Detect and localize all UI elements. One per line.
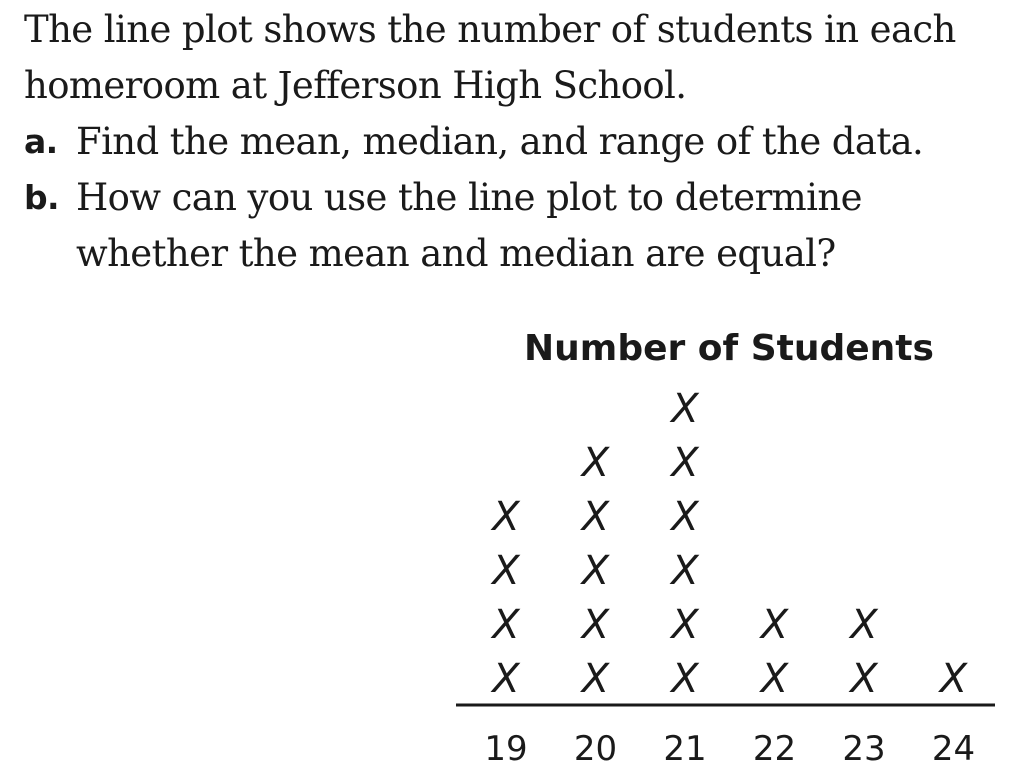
tick-label-24: 24 [931, 729, 976, 768]
data-mark-22-2: X [760, 602, 789, 648]
data-mark-23-1: X [850, 656, 878, 702]
data-mark-20-3: X [581, 548, 610, 594]
data-mark-24-1: X [939, 656, 968, 702]
part-a-text: Find the mean, median, and range of the data. [76, 120, 924, 163]
tick-label-23: 23 [842, 729, 886, 768]
data-mark-21-5: X [671, 440, 699, 486]
data-mark-21-2: X [671, 602, 699, 648]
data-mark-20-2: X [581, 602, 610, 648]
part-a-letter: a. [24, 122, 58, 161]
tick-label-21: 21 [663, 729, 707, 768]
chart-title: Number of Students [524, 328, 934, 369]
data-mark-23-2: X [850, 602, 878, 648]
data-mark-19-2: X [492, 602, 520, 648]
data-mark-20-4: X [581, 494, 610, 540]
data-mark-21-4: X [671, 494, 699, 540]
data-mark-19-4: X [492, 494, 520, 540]
data-mark-19-1: X [492, 656, 520, 702]
data-mark-21-6: X [671, 386, 699, 432]
data-mark-21-3: X [671, 548, 699, 594]
data-marks [490, 386, 969, 702]
tick-label-19: 19 [484, 729, 528, 768]
part-b-text: How can you use the line plot to determine whether the mean and median are equal? [76, 176, 862, 275]
data-mark-20-5: X [581, 440, 610, 486]
part-b-letter: b. [24, 178, 59, 217]
tick-label-22: 22 [752, 729, 797, 768]
data-mark-20-1: X [581, 656, 610, 702]
tick-labels [484, 729, 975, 768]
data-mark-21-1: X [671, 656, 699, 702]
tick-label-20: 20 [573, 729, 618, 768]
data-mark-19-3: X [492, 548, 520, 594]
problem-intro: The line plot shows the number of students in each homeroom at Jefferson High School. [24, 8, 956, 107]
data-mark-22-1: X [760, 656, 789, 702]
